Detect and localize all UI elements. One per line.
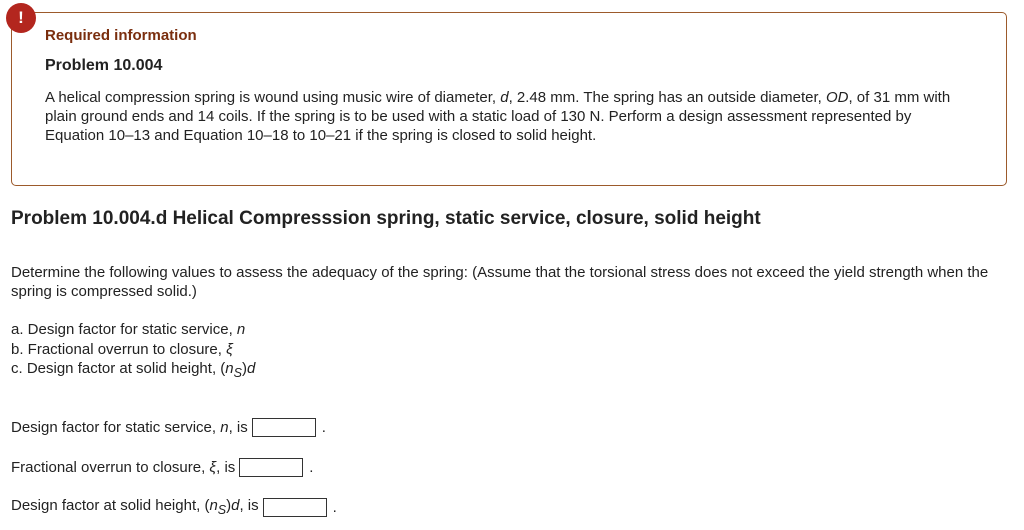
answer-row-n — [11, 418, 326, 437]
period: . — [332, 498, 337, 516]
answer-label-n: Design factor for static service, n, is — [11, 419, 248, 436]
alert-icon — [6, 3, 36, 33]
question-b: b. Fractional overrun to closure, ξ — [11, 340, 233, 358]
question-c: c. Design factor at solid height, $(n_S)d$ — [11, 360, 256, 380]
solid-height-factor-input[interactable] — [263, 498, 327, 517]
answer-label-xi: Fractional overrun to closure, ξ, is — [11, 459, 236, 476]
period: . — [321, 419, 326, 436]
answer-row-ns — [11, 497, 337, 517]
problem-title: Problem 10.004 — [45, 57, 163, 74]
fractional-overrun-input[interactable] — [239, 458, 303, 477]
required-info-heading: Required information — [45, 27, 197, 44]
instructions: Determine the following values to assess the adequacy of the spring: (Assume that the torsional stress does not exceed the yield strength when the spring is compressed solid.) — [11, 264, 989, 300]
question-a: a. Design factor for static service, n — [11, 321, 246, 338]
answer-row-xi — [11, 458, 313, 477]
period: . — [309, 459, 314, 476]
exclamation-icon: ! — [18, 8, 24, 27]
problem-statement: A helical compression spring is wound using music wire of diameter, d, 2.48 mm. The spring has an outside diameter, OD, of 31 mm with plain ground ends and 14 coils. If the spring is to be used with a static load of 130 N. Perform a design assessment represented by Equation 10–13 and Equation 10–18 to 10–21 if the spring is closed to solid height. — [45, 89, 951, 144]
answer-label-ns: Design factor at solid height, $(n_S)d$, is — [11, 497, 259, 517]
question-list — [11, 320, 255, 384]
section-heading: Problem 10.004.d Helical Compresssion spring, static service, closure, solid height — [11, 208, 761, 229]
design-factor-input[interactable] — [252, 418, 316, 437]
